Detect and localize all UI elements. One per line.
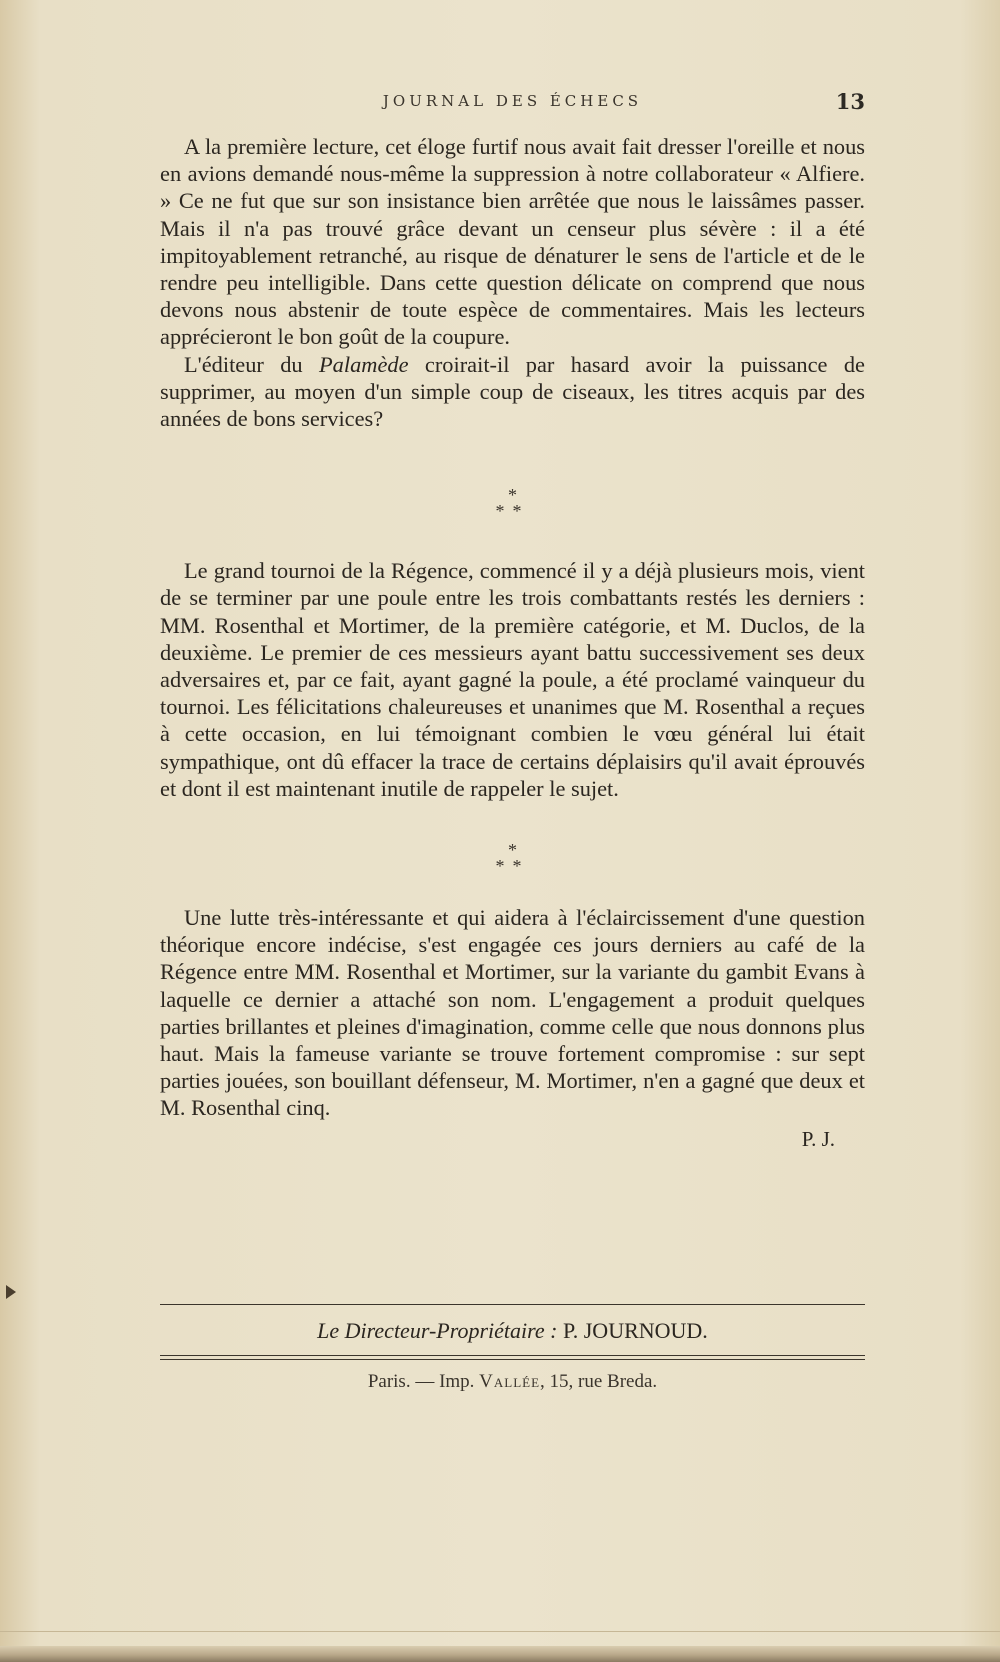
director-line (160, 1318, 865, 1344)
director-role: Le Directeur-Propriétaire : (317, 1318, 558, 1343)
palamede-title: Palamède (319, 351, 409, 377)
running-head (160, 89, 865, 122)
printer-prefix: Paris. — Imp. (367, 1371, 475, 1392)
rule-double-b (160, 1359, 865, 1360)
asterism-bottom: ** (495, 501, 530, 522)
paragraph-palamede (160, 351, 865, 433)
paragraph-palamede-post: croirait-il par hasard avoir la puissance de supprimer, au moyen d'un simple coup de ciseaux, les titres acquis par des années de bons services? (160, 351, 865, 432)
running-title: JOURNAL DES ÉCHECS (382, 92, 643, 110)
rule-double-a (160, 1355, 865, 1356)
section-divider-1 (160, 485, 865, 522)
paragraph-censorship: A la première lecture, cet éloge furtif nous avait fait dresser l'oreille et nous en avions demandé nous-même la suppression à notre collaborateur « Alfiere. » Ce ne fut que sur son insistance bien arrêtée que nous le laissâmes passer. Mais il n'a pas trouvé grâce devant un censeur plus sévère : il a été impitoyablement retranché, au risque de dénaturer le sens de l'article et de le rendre peu intelligible. Dans cette question délicate on comprend que nous devons nous abstenir de toute espèce de commentaires. Mais les lecteurs apprécieront le bon goût de la coupure. (160, 134, 865, 350)
asterism-top: * (508, 840, 517, 861)
margin-marker-icon (6, 1285, 16, 1299)
director-name: P. JOURNOUD. (562, 1318, 708, 1343)
page-bottom-edge (0, 1646, 1000, 1662)
paragraph-evans-gambit: Une lutte très-intéressante et qui aidera à l'éclaircissement d'une question théorique encore indécise, s'est engagée ces jours derniers au café de la Régence entre MM. Rosenthal et Mortimer, sur la variante du gambit Evans à laquelle ce dernier a attaché son nom. L'engagement a produit quelques parties brillantes et pleines d'imagination, comme celle que nous donnons plus haut. Mais la fameuse variante se trouve fortement compromise : sur sept parties jouées, son bouillant défenseur, M. Mortimer, n'en a gagné que deux et M. Rosenthal cinq. (160, 905, 865, 1121)
printer-name: Vallée (479, 1371, 541, 1392)
page-edge-line (0, 1631, 1000, 1632)
page-number: 13 (835, 89, 865, 114)
paragraph-tournament: Le grand tournoi de la Régence, commencé il y a déjà plusieurs mois, vient de se terminer par une poule entre les trois combattants restés les derniers : MM. Rosenthal et Mortimer, de la première catégorie, et M. Duclos, de la deuxième. Le premier de ces messieurs ayant battu successivement ses deux adversaires et, par ce fait, ayant gagné la poule, a été proclamé vainqueur du tournoi. Les félicitations chaleureuses et unanimes que M. Rosenthal a reçues à cette occasion, en lui témoignant combien le vœu général lui était sympathique, ont dû effacer la trace de certains déplaisirs qu'il avait éprouvés et dont il est maintenant inutile de rappeler le sujet. (160, 558, 865, 801)
asterism-top: * (508, 485, 517, 506)
printer-line (160, 1371, 865, 1393)
asterism-bottom: ** (495, 856, 530, 877)
rule-top (160, 1304, 865, 1305)
article-body (160, 133, 865, 1153)
paragraph-palamede-pre: L'éditeur du (184, 351, 319, 377)
section-divider-2 (160, 840, 865, 877)
printer-address: , 15, rue Breda. (540, 1371, 658, 1392)
author-signature: P. J. (801, 1126, 835, 1151)
